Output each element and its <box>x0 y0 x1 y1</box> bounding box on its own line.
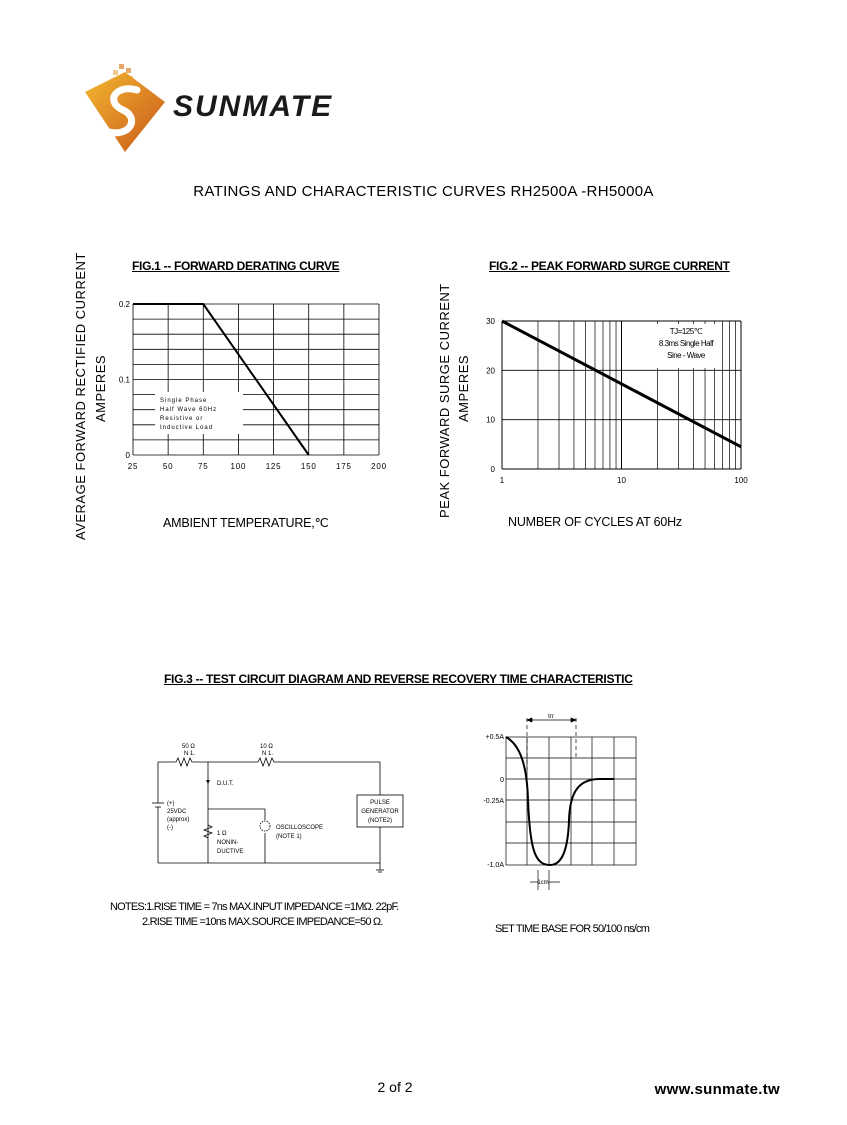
fig1-title: FIG.1 -- FORWARD DERATING CURVE <box>132 259 340 273</box>
svg-text:D.U.T.: D.U.T. <box>217 781 234 787</box>
fig1-x-tick-label: 50 <box>162 462 174 471</box>
fig1-annotation-line: Single Phase <box>160 398 208 404</box>
fig2-annotation-line: Sine - Wave <box>667 351 705 360</box>
svg-text:trr: trr <box>548 714 554 720</box>
svg-text:PULSE: PULSE <box>370 800 390 806</box>
svg-text:25VDC: 25VDC <box>167 809 187 815</box>
svg-text:(approx): (approx) <box>167 817 190 823</box>
fig1-x-tick-label: 150 <box>300 462 317 471</box>
page-number: 2 of 2 <box>377 1079 413 1095</box>
fig1-annotation-line: Inductive Load <box>160 425 214 431</box>
fig1-y-tick-label: 0.2 <box>118 300 130 309</box>
notes-line-1: NOTES:1.RISE TIME = 7ns MAX.INPUT IMPEDANCE =1MΩ. 22pF. <box>110 901 399 913</box>
fig1-chart <box>100 290 400 480</box>
fig1-y-tick-label: 0.1 <box>118 375 130 385</box>
svg-text:(+): (+) <box>167 801 175 807</box>
recovery-curve <box>506 737 614 865</box>
logo-text: SUNMATE <box>173 90 334 123</box>
resistor-10-icon <box>258 758 274 766</box>
resistor-50-icon <box>176 758 192 766</box>
fig2-annotation-line: TJ=125℃ <box>669 327 703 336</box>
dut-diode-icon <box>206 780 210 784</box>
reverse-recovery-waveform <box>470 710 650 890</box>
fig1-annotation-line: Resistive or <box>160 416 204 422</box>
fig1-x-tick-label: 75 <box>198 462 209 471</box>
svg-text:1cm: 1cm <box>537 880 549 886</box>
svg-text:+0.5A: +0.5A <box>485 734 504 741</box>
svg-text:N 1.: N 1. <box>184 751 196 757</box>
fig1-x-tick-label: 175 <box>335 462 352 471</box>
svg-text:10 Ω: 10 Ω <box>260 744 273 750</box>
svg-text:(NOTE2): (NOTE2) <box>368 818 392 824</box>
svg-text:-0.25A: -0.25A <box>483 798 504 805</box>
fig2-x-tick-label: 10 <box>617 476 626 485</box>
fig2-y-tick-label: 0 <box>490 465 495 474</box>
page-title: RATINGS AND CHARACTERISTIC CURVES RH2500A -RH5000A <box>193 183 654 200</box>
website-link[interactable]: www.sunmate.tw <box>654 1081 780 1098</box>
fig2-title: FIG.2 -- PEAK FORWARD SURGE CURRENT <box>489 259 730 273</box>
fig1-x-tick-label: 100 <box>230 462 247 471</box>
fig2-x-tick-label: 100 <box>734 476 748 485</box>
fig1-x-tick-label: 125 <box>265 462 282 471</box>
test-circuit-diagram <box>140 735 420 875</box>
fig1-x-tick-label: 25 <box>127 462 139 471</box>
svg-text:0: 0 <box>500 777 504 784</box>
fig2-y-tick-label: 30 <box>486 317 495 326</box>
fig2-y-tick-label: 10 <box>486 415 495 425</box>
svg-text:-1.0A: -1.0A <box>487 862 504 869</box>
fig1-xlabel: AMBIENT TEMPERATURE,℃ <box>163 516 329 530</box>
fig3-title: FIG.3 -- TEST CIRCUIT DIAGRAM AND REVERSE RECOVERY TIME CHARACTERISTIC <box>164 672 633 686</box>
svg-text:(-): (-) <box>167 825 173 831</box>
svg-text:DUCTIVE: DUCTIVE <box>217 849 244 855</box>
fig1-annotation-line: Half Wave 60Hz <box>160 407 218 413</box>
timebase-note: SET TIME BASE FOR 50/100 ns/cm <box>495 923 650 935</box>
svg-text:(NOTE 1): (NOTE 1) <box>276 834 302 840</box>
fig1-y-tick-label: 0 <box>125 451 130 460</box>
fig2-chart <box>470 305 770 490</box>
fig2-ylabel-inner: AMPERES <box>456 354 471 422</box>
notes-line-2: 2.RISE TIME =10ns MAX.SOURCE IMPEDANCE=50 Ω. <box>142 916 383 928</box>
sunmate-logo <box>85 62 350 152</box>
svg-text:N 1.: N 1. <box>262 751 274 757</box>
svg-text:1 Ω: 1 Ω <box>217 831 227 837</box>
svg-text:50 Ω: 50 Ω <box>182 744 195 750</box>
fig1-ylabel-inner: AMPERES <box>93 354 108 422</box>
fig1-ylabel-outer: AVERAGE FORWARD RECTIFIED CURRENT <box>73 252 88 540</box>
svg-text:OSCILLOSCOPE: OSCILLOSCOPE <box>276 825 324 831</box>
fig2-annotation-line: 8.3ms Single Half <box>658 339 714 348</box>
fig1-x-tick-label: 200 <box>371 462 387 471</box>
fig2-ylabel-outer: PEAK FORWARD SURGE CURRENT <box>437 283 452 518</box>
fig2-xlabel: NUMBER OF CYCLES AT 60Hz <box>508 515 682 529</box>
fig2-x-tick-label: 1 <box>499 476 505 485</box>
oscilloscope-icon <box>260 821 270 831</box>
svg-text:GENERATOR: GENERATOR <box>361 809 399 815</box>
fig2-y-tick-label: 20 <box>486 366 495 376</box>
svg-text:NONIN-: NONIN- <box>217 840 239 846</box>
